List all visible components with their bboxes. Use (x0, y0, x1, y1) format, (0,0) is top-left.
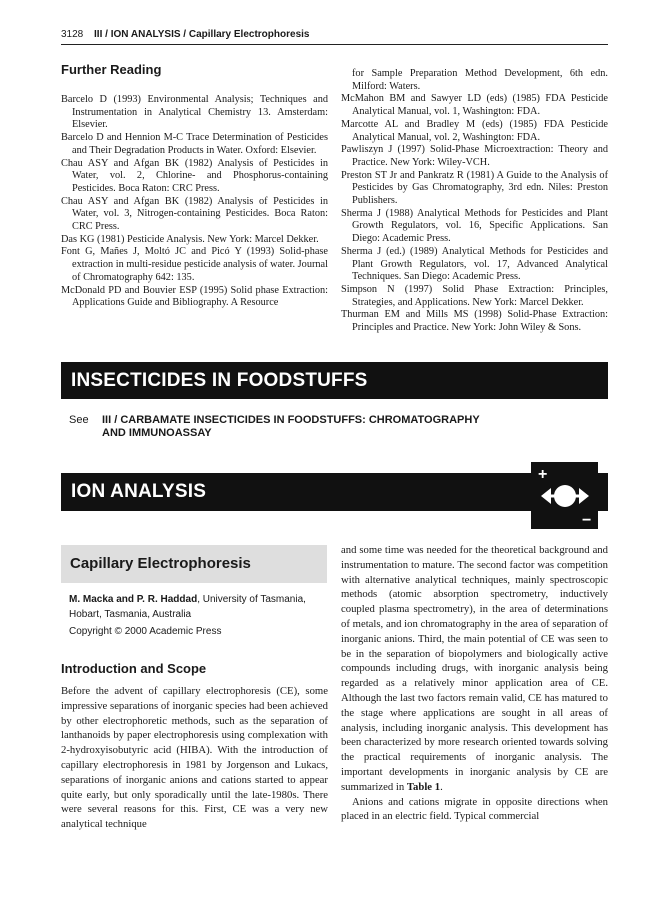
left-body-column (61, 684, 328, 832)
reference-item: Das KG (1981) Pesticide Analysis. New York: Marcel Dekker. (61, 233, 319, 245)
reference-item: Sherma J (ed.) (1989) Analytical Methods for Pesticides and Plant Growth Regulators, vol. 17, Advanced Analytical Techniques. San Diego: Academic Press. (341, 245, 608, 283)
insecticides-banner-title: INSECTICIDES IN FOODSTUFFS (71, 370, 368, 391)
reference-item: Chau ASY and Afgan BK (1982) Analysis of Pesticides in Water, vol. 3, Nitrogen-containing Pesticides. Boca Raton: CRC Press. (61, 195, 328, 233)
further-reading-left-column (61, 94, 328, 310)
reference-item: Sherma J (1988) Analytical Methods for Pesticides and Plant Growth Regulators, vol. 16, Specific Applications. San Diego: Academic Press. (341, 207, 608, 245)
see-label: See (69, 414, 89, 426)
see-link-line1[interactable]: III / CARBAMATE INSECTICIDES IN FOODSTUFFS: CHROMATOGRAPHY (102, 414, 480, 426)
right-body-column (341, 543, 608, 824)
reference-item: Barcelo D (1993) Environmental Analysis; Techniques and Instrumentation in Analytical Chemistry 13. Amsterdam: Elsevier. (61, 94, 328, 131)
ion-diamond-icon (531, 462, 598, 529)
running-head (61, 29, 608, 40)
further-reading-right-column (341, 68, 608, 335)
copyright: Copyright © 2000 Academic Press (69, 626, 222, 637)
plus-sign: + (538, 466, 548, 483)
reference-item: Thurman EM and Mills MS (1998) Solid-Phase Extraction: Principles and Practice. New York: John Wiley & Sons. (341, 309, 608, 334)
reference-item: Simpson N (1997) Solid Phase Extraction: Principles, Strategies, and Applications. New York: Marcel Dekker. (341, 283, 608, 308)
article-title: Capillary Electrophoresis (70, 555, 251, 572)
authors: M. Macka and P. R. Haddad (69, 594, 198, 605)
paragraph-end: . (440, 780, 443, 793)
table-reference[interactable]: Table 1 (406, 780, 441, 793)
article-title-box (61, 545, 327, 583)
reference-item-continued: for Sample Preparation Method Development, 6th edn. Milford: Waters. (352, 68, 608, 92)
further-reading-heading: Further Reading (61, 62, 162, 77)
reference-item: Pawliszyn J (1997) Solid-Phase Microextraction: Theory and Practice. New York: Wiley-VCH. (341, 144, 608, 168)
see-link-line2[interactable]: AND IMMUNOASSAY (102, 427, 212, 439)
section-heading: Introduction and Scope (61, 661, 207, 676)
running-head-title: III / ION ANALYSIS / Capillary Electrophoresis (94, 29, 310, 40)
affiliation: , University of Tasmania, Hobart, Tasmania, Australia (69, 594, 306, 620)
reference-item: Barcelo D and Hennion M-C Trace Determination of Pesticides and Their Degradation Products in Water. Oxford: Elsevier. (61, 132, 328, 156)
body-paragraph: Before the advent of capillary electrophoresis (CE), some impressive separations of inorganic species had been achieved by other electrophoretic methods, such as the separation of lanthanoids by paper electrophoresis using complexation with 2-hydroxyisobutyric acid (HIBA). With the introduction of capillary electrophoresis in 1981 by Jorgenson and Lukacs, separations of inorganic anions and cations started to appear quite early, but only sporadically until the late-1980s. There were several reasons for this. First, CE was a very new analytical technique (61, 685, 328, 831)
author-line (69, 592, 334, 622)
minus-sign: − (582, 512, 592, 529)
reference-item: McDonald PD and Bouvier ESP (1995) Solid phase Extraction: Applications Guide and Bibliography. A Resource (61, 284, 328, 309)
ion-analysis-banner (61, 473, 608, 511)
header-rule (61, 44, 608, 45)
body-paragraph (341, 543, 608, 795)
ion-analysis-banner-title: ION ANALYSIS (71, 481, 207, 502)
see-also (69, 414, 480, 440)
reference-item: Marcotte AL and Bradley M (eds) (1985) FDA Pesticide Analytical Manual, vol. 2, Washington: FDA. (341, 118, 608, 143)
insecticides-banner (61, 362, 608, 399)
reference-item: Font G, Mañes J, Moltó JC and Picó Y (1993) Solid-phase extraction in multi-residue pesticide analysis of water. Journal of Chromatography 642: 135. (61, 246, 328, 283)
paragraph-text: and some time was needed for the theoretical background and instrumentation to mature. The second factor was competition with alternative analytical techniques, mainly spectroscopic methods (atomic absorption spectrometry, inductively coupled plasma spectrometry), in the area of determinations of metals, and ion chromatography in the area of separation of inorganic anions. Third, the main potential of CE was seen to be in the separation of biopolymers and biologically active compounds including drugs, with inorganic analysis being regarded as a relatively minor application area of CE. Although the last two factors remain valid, CE has matured to the stage where applications are sought in all areas of analysis, including inorganic analysis. This development has been characterized by more research oriented towards solving the practical requirements of inorganic analysis. The important developments in inorganic analysis by CE are summarized in (341, 544, 608, 793)
page-number: 3128 (61, 29, 84, 40)
body-paragraph: Anions and cations migrate in opposite directions when placed in an electric field. Typical commercial (341, 795, 608, 823)
reference-item: Chau ASY and Afgan BK (1982) Analysis of Pesticides in Water, vol. 2, Chlorine- and Phosphorus-containing Pesticides. Boca Raton: CRC Press. (61, 157, 328, 194)
reference-item: Preston ST Jr and Pankratz R (1981) A Guide to the Analysis of Pesticides by Gas Chromatography, 3rd edn. Niles: Preston Publishers. (341, 169, 608, 207)
reference-item: McMahon BM and Sawyer LD (eds) (1985) FDA Pesticide Analytical Manual, vol. 1, Washington: FDA. (341, 93, 608, 118)
ion-exchange-icon (531, 462, 598, 529)
